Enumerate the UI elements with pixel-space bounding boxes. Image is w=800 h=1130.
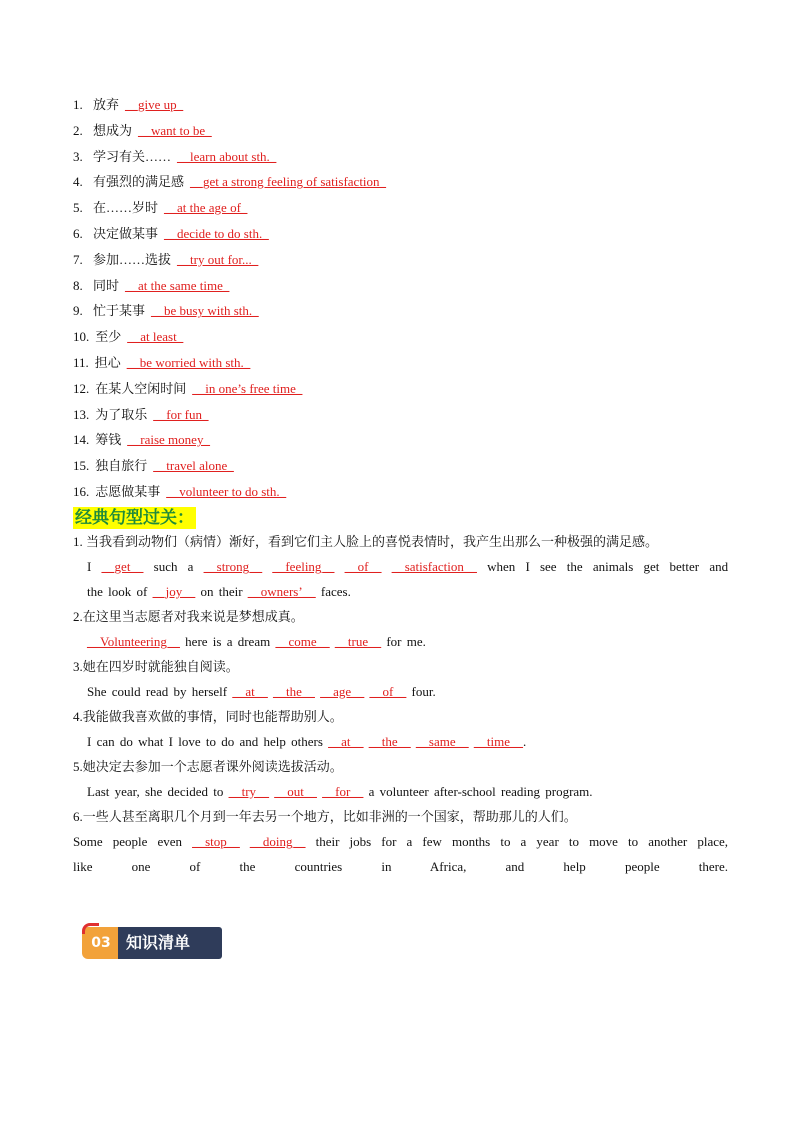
answer-blank: __satisfaction__ <box>391 558 477 574</box>
answer-blank: __out__ <box>274 783 317 799</box>
vocab-item <box>73 121 728 147</box>
vocab-item <box>73 327 728 353</box>
answer-blank: __doing__ <box>249 833 306 849</box>
answer-blank: __time__ <box>473 733 523 749</box>
sentence-2 <box>73 604 728 654</box>
answer-blank: __same__ <box>415 733 469 749</box>
vocab-number: 9. <box>73 303 83 319</box>
vocab-item <box>73 172 728 198</box>
vocab-number: 13. <box>73 406 90 422</box>
vocab-number: 3. <box>73 148 83 164</box>
sentence-1-chinese: 1. 当我看到动物们（病情）渐好，看到它们主人脸上的喜悦表情时，我产生出那么一种极强的满足感。 <box>73 533 659 549</box>
vocab-chinese: 有强烈的满足感 <box>93 174 185 190</box>
vocab-number: 15. <box>73 458 90 474</box>
vocab-number: 1. <box>73 97 83 112</box>
answer-blank: __the__ <box>273 683 315 699</box>
sentence-1-english-line-1: I __get__ such a __strong__ __feeling__ __of__ __satisfaction__ when I see the animals get better and <box>87 558 729 574</box>
vocab-answer: __at the age of_ <box>164 200 248 216</box>
vocab-number: 16. <box>73 483 90 499</box>
sentence-3 <box>73 654 728 704</box>
answer-blank: __of__ <box>369 683 407 699</box>
vocab-answer: __decide to do sth._ <box>164 225 269 241</box>
sentence-1 <box>73 529 728 604</box>
vocab-chinese: 在某人空闲时间 <box>95 380 187 396</box>
vocab-number: 14. <box>73 432 90 448</box>
answer-blank: __at__ <box>232 683 268 699</box>
section-title: 经典句型过关： <box>75 507 194 528</box>
vocab-chinese: 想成为 <box>93 122 133 138</box>
vocab-chinese: 志愿做某事 <box>95 483 161 499</box>
vocab-chinese: 担心 <box>94 354 121 370</box>
vocab-answer: __travel alone_ <box>153 458 234 474</box>
vocab-number: 4. <box>73 174 83 190</box>
vocab-chinese: 在……岁时 <box>93 200 159 216</box>
vocab-chinese: 至少 <box>95 329 122 345</box>
vocab-chinese: 决定做某事 <box>93 225 159 241</box>
vocab-number: 10. <box>73 329 90 345</box>
sentence-4-english: I can do what I love to do and help others __at__ __the__ __same__ __time__. <box>87 733 527 749</box>
sentence-3-chinese: 3.她在四岁时就能独自阅读。 <box>73 658 239 674</box>
answer-blank: __at__ <box>328 733 364 749</box>
answer-blank: __the__ <box>368 733 411 749</box>
vocab-item <box>73 430 728 456</box>
sentence-6 <box>73 804 728 879</box>
vocab-answer: __volunteer to do sth._ <box>166 483 287 499</box>
vocab-item <box>73 276 728 302</box>
vocab-answer: __at least_ <box>127 329 184 345</box>
vocab-item <box>73 405 728 431</box>
vocab-chinese: 忙于某事 <box>93 303 146 319</box>
answer-blank: __strong__ <box>203 558 263 574</box>
vocab-item <box>73 250 728 276</box>
answer-blank: __true__ <box>334 633 382 649</box>
vocab-chinese: 筹钱 <box>95 432 122 448</box>
sentence-1-english-line-2: the look of __joy__ on their __owners’__ faces. <box>87 583 351 599</box>
answer-blank: __of__ <box>344 558 382 574</box>
badge-number: 03 <box>82 927 120 959</box>
vocab-answer: __raise money_ <box>127 432 210 448</box>
vocab-answer: __try out for..._ <box>177 251 259 267</box>
answer-blank: __age__ <box>320 683 365 699</box>
sentence-2-english: __Volunteering__ here is a dream __come__ __true__ for me. <box>87 633 426 649</box>
sentence-4 <box>73 704 728 754</box>
answer-blank: __owners’__ <box>247 583 316 599</box>
vocab-number: 11. <box>73 354 89 370</box>
vocab-number: 8. <box>73 277 83 293</box>
vocab-chinese: 为了取乐 <box>95 406 148 422</box>
vocab-item <box>73 147 728 173</box>
vocab-item <box>73 482 728 508</box>
vocab-answer: __give up_ <box>125 97 184 112</box>
sentence-2-chinese: 2.在这里当志愿者对我来说是梦想成真。 <box>73 608 304 624</box>
vocab-answer: __for fun_ <box>153 406 209 422</box>
sentence-5-english: Last year, she decided to __try__ __out__ __for__ a volunteer after-school reading program. <box>87 783 593 799</box>
sentence-5 <box>73 754 728 804</box>
answer-blank: __feeling__ <box>272 558 335 574</box>
answer-blank: __get__ <box>101 558 144 574</box>
knowledge-list-badge <box>82 925 222 959</box>
vocab-answer: __at the same time_ <box>125 277 230 293</box>
vocab-chinese: 独自旅行 <box>95 458 148 474</box>
answer-blank: __try__ <box>228 783 270 799</box>
vocab-answer: __get a strong feeling of satisfaction_ <box>190 174 387 190</box>
vocab-chinese: 同时 <box>93 277 120 293</box>
vocab-item <box>73 224 728 250</box>
vocab-item <box>73 353 728 379</box>
worksheet-page <box>73 95 728 879</box>
vocab-item <box>73 198 728 224</box>
vocab-item <box>73 456 728 482</box>
vocab-number: 2. <box>73 122 83 138</box>
vocab-number: 6. <box>73 225 83 241</box>
vocab-chinese: 放弃 <box>93 97 120 112</box>
vocab-number: 5. <box>73 200 83 216</box>
vocab-answer: __want to be_ <box>138 122 212 138</box>
vocab-chinese: 学习有关…… <box>93 148 172 164</box>
vocab-number: 7. <box>73 251 83 267</box>
vocab-item <box>73 301 728 327</box>
sentence-6-english-line-2: like one of the countries in Africa, and help people there. <box>73 858 728 874</box>
sentence-6-english-line-1: Some people even __stop__ __doing__ their jobs for a few months to a year to move to another place, <box>73 833 728 849</box>
vocab-answer: __be busy with sth._ <box>151 303 259 319</box>
vocab-item <box>73 95 728 121</box>
answer-blank: __for__ <box>322 783 364 799</box>
sentence-4-chinese: 4.我能做我喜欢做的事情，同时也能帮助别人。 <box>73 708 343 724</box>
answer-blank: __stop__ <box>192 833 240 849</box>
vocab-item <box>73 379 728 405</box>
vocab-answer: __learn about sth._ <box>177 148 277 164</box>
answer-blank: __Volunteering__ <box>87 633 180 649</box>
sentence-3-english: She could read by herself __at__ __the__ __age__ __of__ four. <box>87 683 436 699</box>
sentence-5-chinese: 5.她决定去参加一个志愿者课外阅读选拔活动。 <box>73 758 343 774</box>
answer-blank: __come__ <box>275 633 330 649</box>
vocab-chinese: 参加……选拔 <box>93 251 172 267</box>
vocab-list <box>73 95 728 508</box>
answer-blank: __joy__ <box>152 583 196 599</box>
vocab-answer: __be worried with sth._ <box>126 354 251 370</box>
vocab-answer: __in one’s free time_ <box>192 380 303 396</box>
sentence-6-chinese: 6.一些人甚至离职几个月到一年去另一个地方，比如非洲的一个国家，帮助那儿的人们。 <box>73 808 577 824</box>
badge-title: 知识清单 <box>118 927 222 959</box>
vocab-number: 12. <box>73 380 90 396</box>
